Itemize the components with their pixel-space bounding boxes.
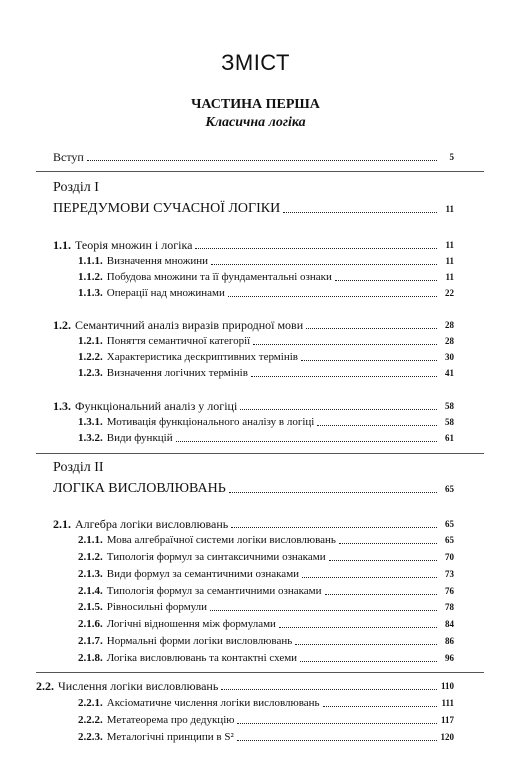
entry-text: Мотивація функціонального аналізу в логіці: [106, 416, 315, 428]
entry-text: Рівносильні формули: [106, 601, 208, 613]
entry-text: Види функцій: [106, 432, 173, 444]
toc-entry-section1[interactable]: [53, 198, 454, 216]
entry-number: 1.3.1.: [78, 416, 103, 428]
entry-number: 2.1.2.: [78, 551, 103, 563]
page-title: ЗМІСТ: [221, 50, 290, 75]
page-number: 11: [445, 204, 454, 214]
entry-number: 2.1.8.: [78, 652, 103, 664]
entry-text: Семантичний аналіз виразів природної мови: [75, 318, 304, 332]
entry-number: 1.1.2.: [78, 271, 103, 283]
page-number: 96: [445, 653, 454, 663]
page-number: 73: [445, 569, 454, 579]
page-number: 58: [445, 417, 454, 427]
entry-text: Види формул за семантичними ознаками: [106, 568, 300, 580]
divider: [36, 171, 484, 172]
page-number: 58: [445, 401, 454, 411]
entry-number: 1.2.2.: [78, 351, 103, 363]
leader-dots: [301, 350, 437, 361]
toc-entry-subsection[interactable]: [53, 728, 454, 744]
page-number: 117: [440, 715, 454, 725]
toc-entry-subsection[interactable]: [53, 632, 454, 648]
entry-text: Поняття семантичної категорії: [106, 335, 251, 347]
leader-dots: [195, 238, 437, 249]
toc-entry-subsection[interactable]: [53, 364, 454, 380]
entry-number: 1.2.: [53, 318, 71, 332]
leader-dots: [210, 600, 437, 611]
entry-number: 2.1.: [53, 517, 71, 531]
entry-text: Металогічні принципи в S²: [106, 731, 234, 743]
page-number: 86: [445, 636, 454, 646]
leader-dots: [253, 334, 437, 345]
leader-dots: [228, 286, 437, 297]
page-number: 5: [449, 152, 454, 162]
leader-dots: [306, 318, 437, 329]
page-number: 11: [445, 272, 454, 282]
page-number: 78: [445, 602, 454, 612]
leader-dots: [317, 415, 437, 426]
entry-number: 2.1.1.: [78, 534, 103, 546]
entry-number: 1.1.: [53, 238, 71, 252]
page-number: 65: [445, 484, 454, 494]
section-heading: ЛОГІКА ВИСЛОВЛЮВАНЬ: [53, 481, 226, 496]
part-subtitle: Класична логіка: [205, 115, 306, 130]
page-number: 65: [445, 535, 454, 545]
entry-number: 1.3.: [53, 399, 71, 413]
entry-number: 2.1.7.: [78, 635, 103, 647]
entry-text: Теорія множин і логіка: [75, 238, 193, 252]
entry-text: Аксіоматичне числення логіки висловлювань: [106, 697, 320, 709]
entry-text: Числення логіки висловлювань: [58, 679, 219, 693]
entry-number: 1.2.1.: [78, 335, 103, 347]
entry-text: Вступ: [53, 150, 84, 164]
toc-entry-chapter[interactable]: [53, 236, 454, 252]
leader-dots: [295, 634, 437, 645]
page-number: 65: [445, 519, 454, 529]
entry-number: 2.2.2.: [78, 714, 103, 726]
entry-number: 1.3.2.: [78, 432, 103, 444]
page-number: 22: [445, 288, 454, 298]
page-number: 110: [440, 681, 454, 691]
toc-entry-subsection[interactable]: [53, 615, 454, 631]
section-label: Розділ I: [53, 180, 99, 195]
toc-entry-subsection[interactable]: [53, 598, 454, 614]
page-number: 76: [445, 586, 454, 596]
entry-number: 2.1.4.: [78, 585, 103, 597]
toc-entry-subsection[interactable]: [53, 284, 454, 300]
section-heading: ПЕРЕДУМОВИ СУЧАСНОЇ ЛОГІКИ: [53, 201, 281, 216]
toc-entry-subsection[interactable]: [53, 252, 454, 268]
toc-entry-subsection[interactable]: [53, 694, 454, 710]
page-number: 30: [445, 352, 454, 362]
page-number: 28: [445, 320, 454, 330]
entry-text: Функціональний аналіз у логіці: [75, 399, 238, 413]
entry-text: Побудова множини та її фундаментальні ознаки: [106, 271, 332, 283]
toc-entry-subsection[interactable]: [53, 531, 454, 547]
page-number: 11: [445, 256, 454, 266]
leader-dots: [323, 696, 437, 707]
entry-text: Характеристика дескриптивних термінів: [106, 351, 298, 363]
page-number: 84: [445, 619, 454, 629]
toc-entry-chapter[interactable]: [36, 677, 454, 693]
leader-dots: [229, 482, 437, 493]
divider: [36, 672, 484, 673]
leader-dots: [251, 366, 437, 377]
entry-number: 1.2.3.: [78, 367, 103, 379]
section-label: Розділ II: [53, 460, 104, 475]
entry-text: Типологія формул за семантичними ознаками: [106, 585, 322, 597]
entry-text: Нормальні форми логіки висловлювань: [106, 635, 293, 647]
entry-number: 1.1.3.: [78, 287, 103, 299]
toc-entry-subsection[interactable]: [53, 582, 454, 598]
toc-entry-subsection[interactable]: [53, 565, 454, 581]
entry-number: 2.1.5.: [78, 601, 103, 613]
toc-entry-chapter[interactable]: [53, 316, 454, 332]
leader-dots: [329, 550, 437, 561]
leader-dots: [335, 270, 437, 281]
entry-text: Операції над множинами: [106, 287, 225, 299]
divider: [36, 453, 484, 454]
leader-dots: [302, 567, 437, 578]
entry-text: Мова алгебраїчної системи логіки висловлювань: [106, 534, 336, 546]
toc-entry-subsection[interactable]: [53, 332, 454, 348]
toc-entry-section2[interactable]: [53, 478, 454, 496]
entry-text: Логіка висловлювань та контактні схеми: [106, 652, 298, 664]
leader-dots: [237, 713, 437, 724]
toc-entry-subsection[interactable]: [53, 711, 454, 727]
leader-dots: [339, 533, 437, 544]
entry-text: Визначення логічних термінів: [106, 367, 248, 379]
toc-entry-subsection[interactable]: [53, 548, 454, 564]
toc-entry-subsection[interactable]: [53, 413, 454, 429]
page-number: 61: [445, 433, 454, 443]
entry-number: 2.2.3.: [78, 731, 103, 743]
toc-entry-subsection[interactable]: [53, 268, 454, 284]
leader-dots: [87, 150, 437, 161]
page-number: 70: [445, 552, 454, 562]
toc-entry-chapter[interactable]: [53, 515, 454, 531]
page-number: 28: [445, 336, 454, 346]
toc-entry-subsection[interactable]: [53, 429, 454, 445]
entry-number: 2.2.: [36, 679, 54, 693]
leader-dots: [300, 651, 437, 662]
entry-text: Алгебра логіки висловлювань: [75, 517, 229, 531]
page-number: 11: [445, 240, 454, 250]
page-number: 120: [440, 732, 454, 742]
leader-dots: [283, 202, 437, 213]
entry-text: Типологія формул за синтаксичними ознаками: [106, 551, 326, 563]
entry-number: 2.2.1.: [78, 697, 103, 709]
entry-number: 1.1.1.: [78, 255, 103, 267]
leader-dots: [237, 730, 437, 741]
entry-number: 2.1.6.: [78, 618, 103, 630]
toc-entry-subsection[interactable]: [53, 649, 454, 665]
leader-dots: [231, 517, 437, 528]
leader-dots: [221, 679, 437, 690]
leader-dots: [279, 617, 437, 628]
leader-dots: [240, 399, 437, 410]
leader-dots: [211, 254, 437, 265]
page-number: 41: [445, 368, 454, 378]
leader-dots: [176, 431, 437, 442]
toc-entry-intro[interactable]: [53, 148, 454, 164]
leader-dots: [325, 584, 437, 595]
toc-entry-chapter[interactable]: [53, 397, 454, 413]
entry-text: Визначення множини: [106, 255, 208, 267]
entry-number: 2.1.3.: [78, 568, 103, 580]
entry-text: Логічні відношення між формулами: [106, 618, 276, 630]
toc-entry-subsection[interactable]: [53, 348, 454, 364]
page-number: 111: [441, 698, 454, 708]
part-label: ЧАСТИНА ПЕРША: [191, 97, 320, 112]
entry-text: Метатеорема про дедукцію: [106, 714, 235, 726]
